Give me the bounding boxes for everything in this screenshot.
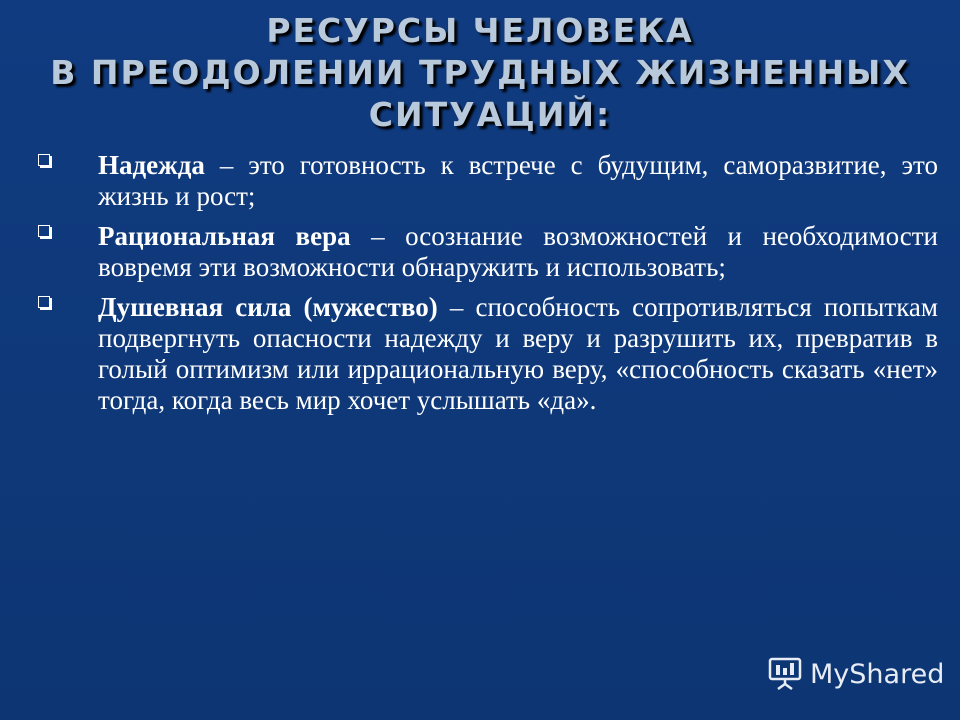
presentation-board-icon <box>766 655 804 693</box>
square-bullet-icon <box>38 225 50 237</box>
bullet-item-hope <box>38 150 938 212</box>
slide-title <box>40 10 920 136</box>
bullet-term: Душевная сила (мужество) <box>98 292 438 322</box>
bullet-text: – осознание возможностей и необходимости вовремя эти возможности обнаружить и использовать; <box>98 221 938 282</box>
bullet-list <box>38 150 938 425</box>
square-bullet-icon <box>38 296 50 308</box>
title-line-3: СИТУАЦИЙ: <box>368 95 612 134</box>
square-bullet-icon <box>38 154 50 166</box>
bullet-text: – способность сопротивляться попыткам подвергнуть опасности надежду и веру и разрушить их, превратив в голый оптимизм или иррациональную веру, «способность сказать «нет» тогда, когда весь мир хочет услышать «да». <box>98 292 939 415</box>
bullet-text: – это готовность к встрече с будущим, саморазвитие, это жизнь и рост; <box>98 150 938 211</box>
bullet-term: Рациональная вера <box>98 221 351 251</box>
watermark-label: MyShared <box>810 658 945 690</box>
bullet-item-fortitude <box>38 292 938 416</box>
title-line-2: В ПРЕОДОЛЕНИИ ТРУДНЫХ ЖИЗНЕННЫХ <box>50 53 910 92</box>
title-line-1: РЕСУРСЫ ЧЕЛОВЕКА <box>266 11 694 50</box>
bullet-term: Надежда <box>98 150 205 180</box>
myshared-watermark[interactable] <box>766 654 944 694</box>
bullet-item-rational-faith <box>38 221 938 283</box>
